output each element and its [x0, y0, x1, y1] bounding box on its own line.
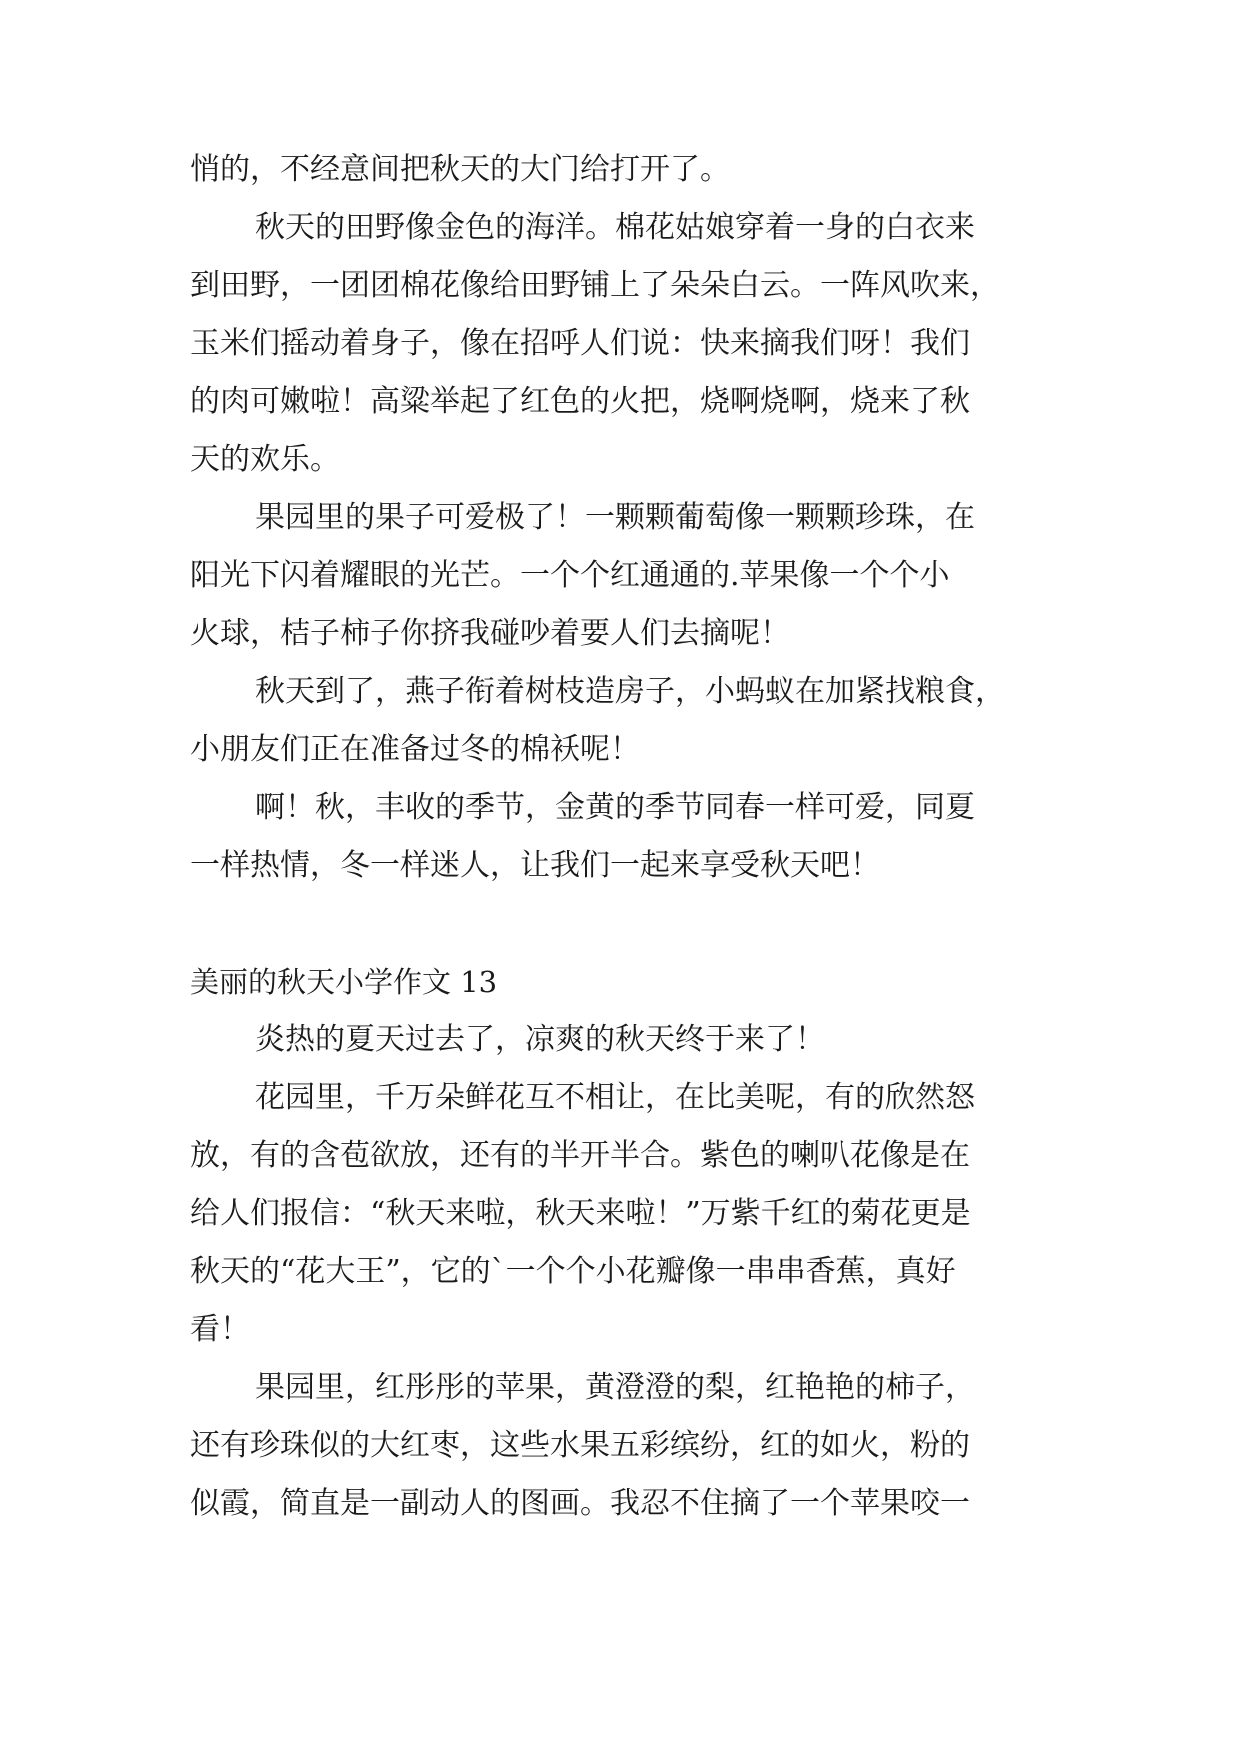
text-line: 到田野，一团团棉花像给田野铺上了朵朵白云。一阵风吹来， — [190, 268, 1000, 303]
text-line: 的肉可嫩啦！高粱举起了红色的火把，烧啊烧啊，烧来了秋 — [190, 384, 970, 419]
text-line: 小朋友们正在准备过冬的棉袄呢！ — [190, 732, 640, 767]
text-line: 似霞，简直是一副动人的图画。我忍不住摘了一个苹果咬一 — [190, 1486, 970, 1521]
text-line: 还有珍珠似的大红枣，这些水果五彩缤纷，红的如火，粉的 — [190, 1428, 970, 1463]
text-line: 秋天的“花大王”，它的`一个个小花瓣像一串串香蕉，真好 — [190, 1254, 956, 1289]
text-line: 阳光下闪着耀眼的光芒。一个个红通通的.苹果像一个个小 — [190, 558, 950, 593]
text-line: 悄的，不经意间把秋天的大门给打开了。 — [190, 152, 730, 187]
text-line: 火球，桔子柿子你挤我碰吵着要人们去摘呢！ — [190, 616, 790, 651]
paragraph-start-line: 啊！秋，丰收的季节，金黄的季节同春一样可爱，同夏 — [255, 790, 975, 825]
paragraph-start-line: 炎热的夏天过去了，凉爽的秋天终于来了！ — [255, 1022, 825, 1057]
paragraph-start-line: 果园里，红彤彤的苹果，黄澄澄的梨，红艳艳的柿子， — [255, 1370, 975, 1405]
text-line: 一样热情，冬一样迷人，让我们一起来享受秋天吧！ — [190, 848, 880, 883]
text-line: 给人们报信：“秋天来啦，秋天来啦！”万紫千红的菊花更是 — [190, 1196, 971, 1231]
text-line: 放，有的含苞欲放，还有的半开半合。紫色的喇叭花像是在 — [190, 1138, 970, 1173]
text-line: 看！ — [190, 1312, 250, 1347]
text-line: 天的欢乐。 — [190, 442, 340, 477]
paragraph-start-line: 花园里，千万朵鲜花互不相让，在比美呢，有的欣然怒 — [255, 1080, 975, 1115]
section-heading: 美丽的秋天小学作文 13 — [190, 965, 498, 999]
paragraph-start-line: 秋天到了，燕子衔着树枝造房子，小蚂蚁在加紧找粮食， — [255, 674, 1005, 709]
paragraph-start-line: 秋天的田野像金色的海洋。棉花姑娘穿着一身的白衣来 — [255, 210, 975, 245]
text-line: 玉米们摇动着身子，像在招呼人们说：快来摘我们呀！我们 — [190, 326, 970, 361]
paragraph-start-line: 果园里的果子可爱极了！一颗颗葡萄像一颗颗珍珠，在 — [255, 500, 975, 535]
